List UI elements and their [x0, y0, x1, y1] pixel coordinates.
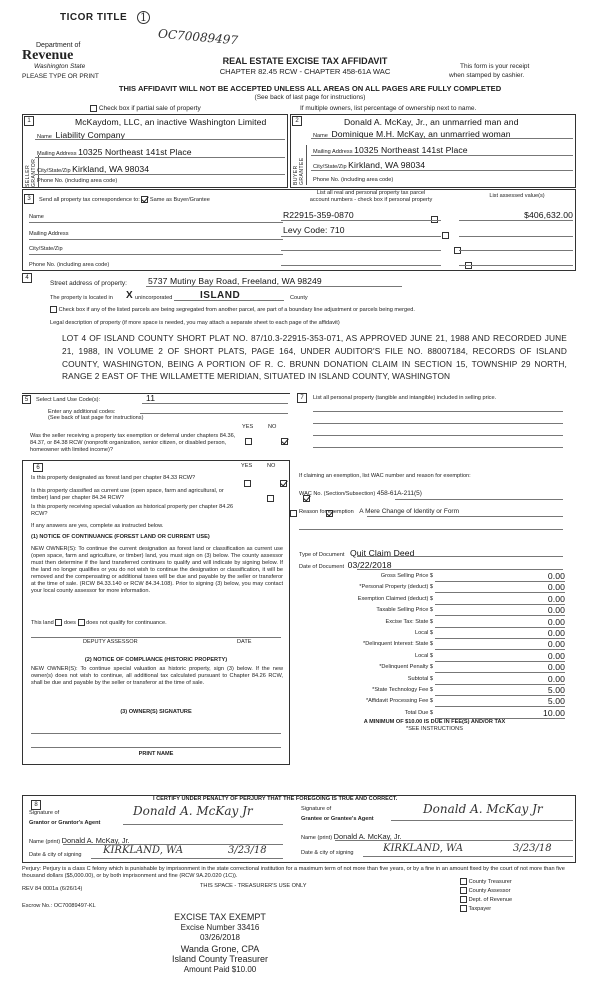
document-type[interactable]: Quit Claim Deed: [349, 548, 415, 558]
fee-value[interactable]: 0.00: [435, 617, 565, 628]
land-use-code[interactable]: 11: [146, 393, 156, 403]
legal-description-label: Legal description of property (if more space is needed, you may attach a separate sheet to each page of the affidavit): [50, 320, 340, 326]
fee-row: [293, 571, 573, 582]
fee-row: [293, 594, 573, 605]
seller-address[interactable]: 10325 Northeast 141st Place: [78, 147, 192, 157]
personal-property-checkbox-2[interactable]: [442, 232, 449, 239]
print-hint: PLEASE TYPE OR PRINT: [22, 73, 99, 80]
print-name-label: PRINT NAME: [138, 751, 174, 757]
grantee-date[interactable]: 3/23/18: [513, 843, 552, 854]
buyer-phone-label: Phone No. (including area code): [313, 177, 394, 183]
boundary-label: Check box if any of the listed parcels are being segregated from another parcel, are part of a boundary line adjustment or parcels being merged.: [58, 306, 415, 313]
partial-sale-checkbox[interactable]: [90, 105, 97, 112]
fee-label: Gross Selling Price $: [380, 573, 433, 579]
levy-code[interactable]: Levy Code: 710: [283, 225, 345, 235]
notice-banner: THIS AFFIDAVIT WILL NOT BE ACCEPTED UNLESS ALL AREAS ON ALL PAGES ARE FULLY COMPLETED: [118, 84, 502, 93]
fee-row: [293, 639, 573, 650]
section-1-number: 1: [24, 116, 34, 126]
notice-sub: (See back of last page for instructions): [254, 94, 366, 101]
current-use-yes-checkbox[interactable]: [267, 495, 274, 502]
receipt-note-2: when stamped by cashier.: [449, 72, 525, 79]
exemption-reason[interactable]: A Mere Change of Identity or Form: [359, 508, 460, 515]
fee-label: *Delinquent Penalty $: [379, 664, 433, 671]
taxpayer-checkbox[interactable]: [460, 905, 467, 912]
seller-label: SELLER GRANTOR: [25, 158, 37, 187]
county-assessor-checkbox[interactable]: [460, 887, 467, 894]
assessed-value[interactable]: $406,632.00: [524, 210, 573, 220]
fee-label: *State Technology Fee $: [372, 687, 433, 693]
fee-value[interactable]: 0.00: [435, 639, 565, 650]
document-date[interactable]: 03/22/2018: [347, 560, 392, 570]
tax-correspondence-section: 3 Send all property tax correspondence to: Same as Buyer/Grantee Name Mailing Address City/State/Zip Phone No. (including area code) List all real and personal property tax parcel account numbers - check box if personal property List assessed value(s) R22915-359-0870 $406,632.00 Levy Code: 710: [22, 189, 576, 271]
buyer-city[interactable]: Kirkland, WA 98034: [348, 160, 426, 170]
section-6-number: 6: [33, 463, 43, 472]
forest-yes-checkbox[interactable]: [244, 480, 251, 487]
form-revision: REV 84 0001a (6/26/14): [22, 886, 83, 892]
grantee-name[interactable]: Donald A. McKay, Jr.: [333, 832, 402, 841]
fee-value[interactable]: 5.00: [435, 696, 565, 707]
parcel-number[interactable]: R22915-359-0870: [283, 210, 354, 220]
escrow-number: Escrow No.: OC70089497-KL: [22, 903, 96, 909]
notice-continuance-heading: (1) NOTICE OF CONTINUANCE (FOREST LAND OR CURRENT USE): [31, 534, 210, 540]
grantor-name[interactable]: Donald A. McKay, Jr.: [61, 836, 130, 845]
historic-question: Is this property receiving special valuation as historical property per chapter 84.26 RCW?: [31, 504, 234, 517]
fee-label: Excise Tax: State $: [385, 618, 433, 625]
distribution-list: County Treasurer County Assessor Dept. of Revenue Taxpayer: [460, 878, 512, 913]
fee-value[interactable]: 0.00: [435, 674, 565, 685]
section-3-number: 3: [24, 194, 34, 204]
same-as-buyer-checkbox[interactable]: [141, 196, 148, 203]
buyer-address[interactable]: 10325 Northeast 141st Place: [354, 145, 468, 155]
grantee-signature[interactable]: Donald A. McKay Jr: [423, 802, 543, 816]
land-use-section: 5 Select Land Use Code(s): 11 Enter any additional codes: (See back of last page for instructions) YES NO Was the seller receiving a property tax exemption or deferral under chapters 84.36, 84.37, or 84.38 RCW (nonprofit organization, senior citizen, or disabled person, homeowner with limited income)?: [22, 393, 290, 457]
form-title: REAL ESTATE EXCISE TAX AFFIDAVIT: [222, 56, 388, 66]
boundary-checkbox[interactable]: [50, 306, 57, 313]
fee-row: [293, 628, 573, 639]
seller-name-1: McKaydom, LLC, an inactive Washington Limited: [75, 117, 267, 127]
exemption-yes-checkbox[interactable]: [245, 438, 252, 445]
buyer-section: 2 BUYER GRANTEE Donald A. McKay, Jr., an unmarried man and Name Dominique M.H. McKay, an unmarried woman Mailing Address 10325 Northeast 141st Place City/State/Zip Kirkland, WA 98034 Phone No. (including area code): [290, 114, 576, 188]
fee-label: Local $: [414, 630, 433, 636]
grantor-signature[interactable]: Donald A. McKay Jr: [133, 804, 253, 818]
notice-continuance-text: NEW OWNER(S): To continue the current designation as forest land or classification as current use (open space, farm and agriculture, or timber) land, you must sign on (3) below. The county assessor must then determine if the land transferred continues to qualify and will indicate by signing below. If the land no longer qualifies or you do not wish to continue the designation or classification, it will be removed and the compensating or additional taxes will be due and payable by the seller or transferor at the time of sale. (RCW 84.33.140 or RCW 84.34.108). Prior to signing (3) below, you may contact your local county assessor for more information.: [31, 546, 283, 594]
exemption-section: 7 List all personal property (tangible and intangible) included in selling price. If claiming an exemption, list WAC number and reason for exemption: WAC No. (Section/Subsection) 458-61A-211(5) Reason for exemption A Mere Change of Identity or Form Type of Document Quit Claim Deed Date of Document 03/22/2018 Gross Selling Price $ 0.00 *Personal Property (deduct) $ 0.00 Exemption Claimed (deduct) $ 0.00 Taxable Selling Price $ 0.00 Excise Tax: State $ 0.00 Local $ 0.00 *Delinquent Interest: State $ 0.00 Local $ 0.00 *Delinquent Penalty $ 0.00 Subtotal $ 0.00 *State Technology Fee $ 5.00 *Affidavit Processing Fee $ 5.00 Total Due $ 10.00 A MINIMUM OF $10.00 IS DUE IN FEE(S) AND/OR TAX *SEE INSTRUCTIONS: [293, 393, 576, 765]
grantor-city[interactable]: KIRKLAND, WA: [103, 845, 184, 856]
does-not-checkbox[interactable]: [78, 619, 85, 626]
fee-row: [293, 651, 573, 662]
forest-no-checkbox[interactable]: [280, 480, 287, 487]
street-address[interactable]: 5737 Mutiny Bay Road, Freeland, WA 98249: [148, 276, 322, 286]
seller-city[interactable]: Kirkland, WA 98034: [72, 164, 150, 174]
current-use-question: Is this property classified as current use (open space, farm and agricultural, or timber) land per chapter 84.34 RCW?: [31, 488, 224, 501]
fee-row: [293, 662, 573, 673]
section-2-number: 2: [292, 116, 302, 126]
buyer-name-1: Donald A. McKay, Jr., an unmarried man and: [344, 117, 519, 127]
fee-row: [293, 674, 573, 685]
county-treasurer-checkbox[interactable]: [460, 878, 467, 885]
fee-label: Taxable Selling Price $: [376, 607, 433, 614]
wac-number[interactable]: 458-61A-211(5): [376, 490, 422, 497]
does-checkbox[interactable]: [55, 619, 62, 626]
fee-value[interactable]: 0.00: [435, 651, 565, 662]
section-4-number: 4: [22, 273, 32, 283]
buyer-label: BUYER GRANTEE: [293, 157, 305, 185]
fee-row: [293, 605, 573, 616]
dept-revenue-checkbox[interactable]: [460, 896, 467, 903]
fee-row: [293, 617, 573, 628]
fee-value[interactable]: 10.00: [435, 708, 565, 719]
forest-question: Is this property designated as forest land per chapter 84.33 RCW?: [31, 475, 196, 481]
fee-label: *Delinquent Interest: State $: [363, 641, 433, 648]
personal-property-label: List all personal property (tangible and intangible) included in selling price.: [313, 395, 497, 401]
receipt-note-1: This form is your receipt: [460, 63, 530, 70]
fee-row: [293, 696, 573, 707]
buyer-name-2: Dominique M.H. McKay, an unmarried woman: [331, 129, 511, 139]
fee-value[interactable]: 0.00: [435, 605, 565, 616]
fee-value[interactable]: 0.00: [435, 662, 565, 673]
fee-value[interactable]: 5.00: [435, 685, 565, 696]
fee-value[interactable]: 0.00: [435, 594, 565, 605]
section-7-number: 7: [297, 393, 307, 403]
title-company-stamp: TICOR TITLE: [60, 12, 128, 23]
fee-value[interactable]: 0.00: [435, 628, 565, 639]
excise-exempt-stamp: EXCISE TAX EXEMPT Excise Number 33416 03/26/2018 Wanda Grone, CPA Island County Treasurer Amount Paid $10.00: [171, 912, 269, 974]
assessed-value-header: List assessed value(s): [489, 193, 545, 199]
exemption-no-checkbox[interactable]: [281, 438, 288, 445]
seller-name-2: Liability Company: [55, 130, 126, 140]
grantor-date[interactable]: 3/23/18: [228, 845, 267, 856]
treasurer-use-label: THIS SPACE - TREASURER'S USE ONLY: [200, 883, 307, 889]
section-8-number: 8: [31, 800, 41, 810]
certification-section: 8 I CERTIFY UNDER PENALTY OF PERJURY THAT THE FOREGOING IS TRUE AND CORRECT. Signature of Grantor or Grantor's Agent Donald A. McKay Jr Name (print) Donald A. McKay, Jr. Date & city of signing KIRKLAND, WA 3/23/18 Signature of Grantee or Grantee's Agent Donald A. McKay Jr Name (print) Donald A. McKay, Jr. Date & city of signing KIRKLAND, WA 3/23/18: [22, 795, 576, 863]
seller-section: 1 SELLER GRANTOR McKaydom, LLC, an inactive Washington Limited Name Liability Company Mailing Address 10325 Northeast 141st Place City/State/Zip Kirkland, WA 98034 Phone No. (including area code): [22, 114, 288, 188]
seller-name-label: Name: [37, 134, 52, 140]
fee-row: [293, 582, 573, 593]
fee-row: [293, 685, 573, 696]
fee-row: [293, 708, 573, 719]
minimum-fee-note: A MINIMUM OF $10.00 IS DUE IN FEE(S) AND/OR TAX: [363, 719, 506, 725]
fee-label: *Affidavit Processing Fee $: [365, 698, 433, 705]
parcel-list-header: List all real and personal property tax parcel account numbers - check box if personal property: [309, 190, 433, 203]
fee-label: Subtotal $: [407, 675, 433, 682]
notice-compliance-heading: (2) NOTICE OF COMPLIANCE (HISTORIC PROPERTY): [84, 657, 228, 663]
perjury-warning: Perjury: Perjury is a class C felony which is punishable by imprisonment in the state correctional institution for a maximum term of not more than five years, or by a fine in an amount fixed by the court of not more than five thousand dollars ($5,000.00), or by both imprisonment and fine (RCW 9A.20.020 (1C)).: [22, 866, 565, 879]
legal-description[interactable]: LOT 4 OF ISLAND COUNTY SHORT PLAT NO. 87/10.3-22915-353-071, AS APPROVED JUNE 21, 1988 AND RECORDED JUNE 21, 1988, IN VOLUME 2 OF SHORT PLATS, PAGE 164, UNDER AUDITOR'S FILE NO. 88007184, RECORDS OF ISLAND COUNTY, WASHINGTON, BEING A PORTION OF R. C. BRUNN DONATION CLAIM IN SECTION 15, TOWNSHIP 29 NORTH, RANGE 2 EAST OF THE WILLAMETTE MERIDIAN, SITUATED IN ISLAND COUNTY, WASHINGTON: [62, 333, 567, 382]
perjury-certification: I CERTIFY UNDER PENALTY OF PERJURY THAT THE FOREGOING IS TRUE AND CORRECT.: [153, 796, 398, 802]
forest-land-section: 6 YES NO Is this property designated as forest land per chapter 84.33 RCW? Is this property classified as current use (open space, farm and agricultural, or timber) land per chapter 84.34 RCW? Is this property receiving special valuation as historical property per chapter 84.26 RCW? If any answers are yes, complete as instructed below. (1) NOTICE OF CONTINUANCE (FOREST LAND OR CURRENT USE) NEW OWNER(S): To continue the current designation as forest land or classification as current use (open space, farm and agriculture, or timber) land, you must sign on (3) below. The county assessor must then determine if the land transferred continues to qualify and will indicate by signing below. If the land no longer qualifies or you do not wish to continue the designation or classification, it will be removed and the compensating or additional taxes will be due and payable by the seller or transferor at the time of sale. (RCW 84.33.140 or RCW 84.34.108). Prior to signing (3) below, you may contact your local county assessor for more information. This land does does not qualify for continuance. DEPUTY ASSESSOR DATE (2) NOTICE OF COMPLIANCE (HISTORIC PROPERTY) NEW OWNER(S): To continue special valuation as historic property, sign (3) below. If the new owner(s) does not wish to continue, all additional tax calculated pursuant to Chapter 84.26 RCW, shall be due and payable by the seller or transferor at the time of sale. (3) OWNER(S) SIGNATURE PRINT NAME: [22, 460, 290, 765]
partial-sale-row: Check box if partial sale of property: [90, 105, 201, 114]
department-label: Department of: [36, 42, 81, 49]
multiple-owners-note: If multiple owners, list percentage of ownership next to name.: [300, 105, 477, 112]
fee-value[interactable]: 0.00: [435, 571, 565, 582]
handwritten-order-number: OC70089497: [157, 26, 239, 48]
fee-label: Total Due $: [404, 709, 433, 716]
unincorporated-mark[interactable]: X: [126, 290, 133, 301]
seller-phone-label: Phone No. (including area code): [37, 178, 118, 184]
same-as-buyer-label: Same as Buyer/Grantee: [149, 196, 210, 203]
county-name[interactable]: ISLAND: [200, 290, 241, 301]
state-label: Washington State: [34, 63, 86, 70]
fee-value[interactable]: 0.00: [435, 582, 565, 593]
fee-label: Local $: [414, 652, 433, 659]
circled-number: 1: [137, 11, 150, 24]
owner-signature-heading: (3) OWNER(S) SIGNATURE: [120, 709, 192, 715]
tax-exemption-question: Was the seller receiving a property tax exemption or deferral under chapters 84.36, 84.37, or 84.38 RCW (nonprofit organization, senior citizen, or disabled person, homeowner with limited income)?: [30, 433, 236, 453]
section-5-number: 5: [22, 395, 31, 404]
fee-label: *Personal Property (deduct) $: [359, 584, 433, 591]
grantee-city[interactable]: KIRKLAND, WA: [383, 843, 464, 854]
fee-label: Exemption Claimed (deduct) $: [357, 595, 433, 602]
form-subtitle: CHAPTER 82.45 RCW - CHAPTER 458-61A WAC: [219, 67, 391, 76]
notice-compliance-text: NEW OWNER(S): To continue special valuation as historic property, sign (3) below. If the new owner(s) does not wish to continue, all additional tax calculated pursuant to Chapter 84.26 RCW, shall be due and payable by the seller or transferor at the time of sale.: [31, 666, 283, 686]
revenue-logo-text: Revenue: [22, 48, 74, 63]
